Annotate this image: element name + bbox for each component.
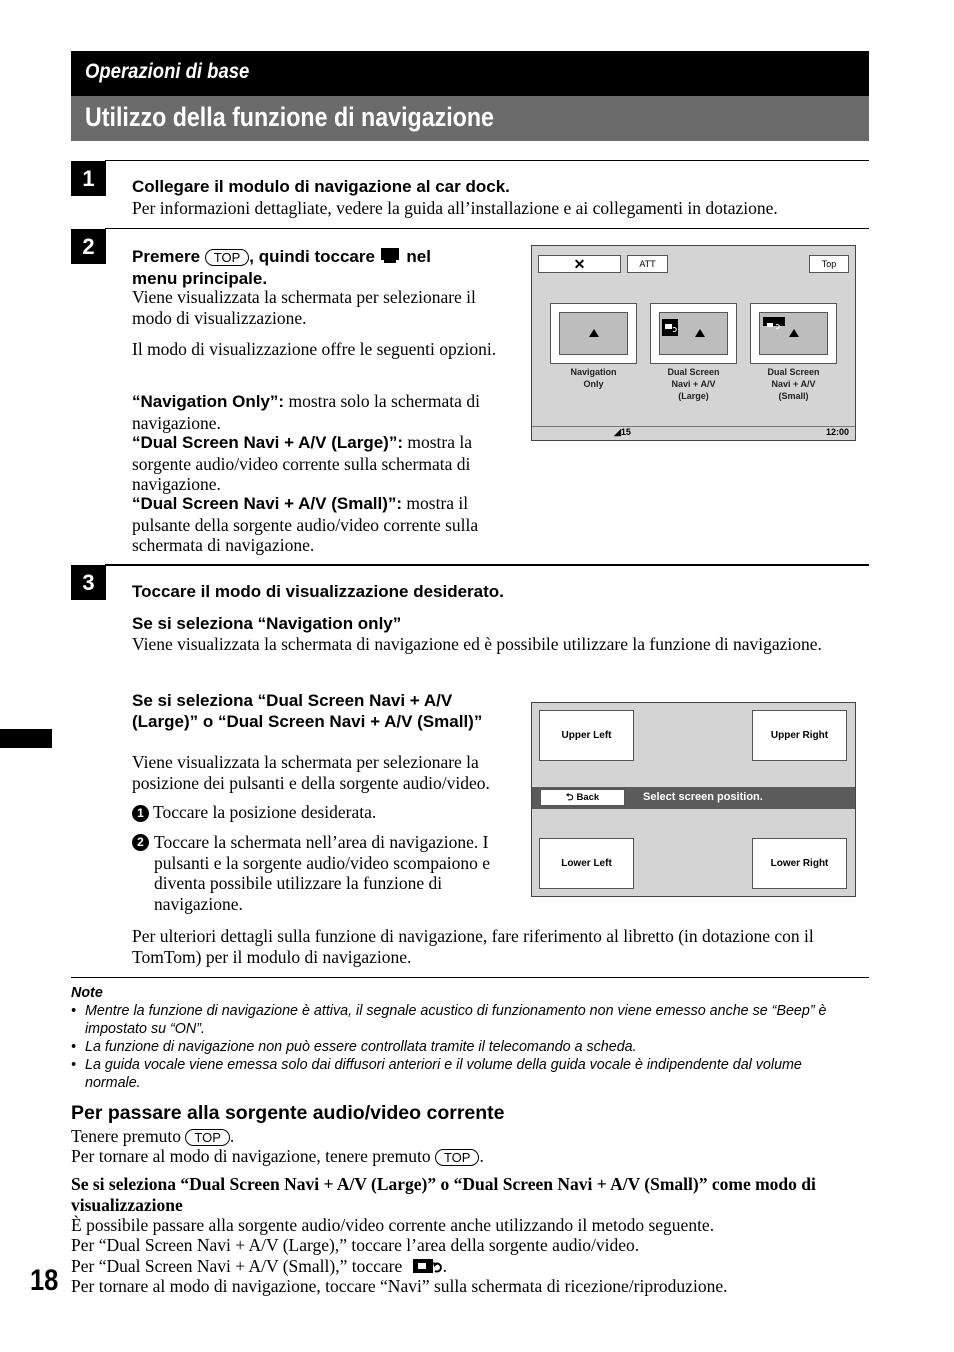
step2-heading [132,246,522,289]
step2-heading-c: nel [406,247,431,266]
note-item: • La guida vocale viene emessa solo dai diffusori anteriori e il volume della guida vocale è indipendente dal volume normale. [71,1057,802,1091]
thumb-dual-large[interactable] [650,303,737,364]
av-source-button-icon [763,317,785,326]
option3-text: mostra il pulsante della sorgente audio/video corrente sulla schermata di navigazione. [132,493,479,555]
step2-divider [105,228,869,229]
section-title: Operazioni di base [85,60,250,83]
back-button[interactable] [540,789,625,806]
nav-arrow-icon [589,329,599,337]
volume-icon: ◢ [614,427,621,437]
position-select-screen [531,702,856,897]
source-select-icon [380,246,402,269]
page-title: Utilizzo della funzione di navigazione [85,102,494,132]
option2-text: mostra la sorgente audio/video corrente sulla schermata di navigazione. [132,432,472,494]
step2-heading-b: , quindi toccare [249,247,375,266]
option-navigation-only [132,391,517,433]
top-key: TOP [435,1149,480,1166]
notes-list [71,1002,861,1092]
step3-sub1-text: Viene visualizzata la schermata di navigazione ed è possibile utilizzare la funzione di navigazione. [132,634,822,654]
step3-item2 [132,832,517,914]
option-dual-small [132,493,517,556]
step2-heading-d: menu principale. [132,269,268,288]
thumb-nav-area [659,312,728,355]
thumb-dual-small[interactable] [750,303,837,364]
back-icon: ⮌ [565,791,574,803]
display-mode-screen [531,245,856,441]
item1-text: Toccare la posizione desiderata. [153,802,377,822]
volume-indicator: ◢15 [614,427,631,437]
step3-heading: Toccare il modo di visualizzazione desiderato. [132,582,504,601]
av-source-block [662,319,678,336]
prompt-bar [532,787,855,809]
thumb-label-dual-large: Dual Screen Navi + A/V (Large) [667,367,720,401]
clock: 12:00 [826,427,850,437]
top-key: TOP [185,1129,230,1146]
thumb-label-dual-small: Dual Screen Navi + A/V (Small) [767,367,820,401]
step1-number: 1 [71,161,106,196]
step3-number: 3 [71,565,106,600]
thumb-navigation-only[interactable] [550,303,637,364]
status-divider [532,426,855,427]
notes-title: Note [71,985,103,1001]
switch-heading: Per passare alla sorgente audio/video corrente [71,1102,505,1124]
option2-label: “Dual Screen Navi + A/V (Large)”: [132,433,403,452]
step1-heading: Collegare il modulo di navigazione al car dock. [132,177,510,196]
close-button[interactable]: ✕ [538,255,621,273]
option3-label: “Dual Screen Navi + A/V (Small)”: [132,494,403,513]
switch-line1-text: Tenere premuto [71,1126,182,1146]
switch-line2: Per tornare al modo di navigazione, tenere premuto TOP . [71,1146,484,1166]
back-label: Back [576,792,600,803]
step3-footer: Per ulteriori dettagli sulla funzione di navigazione, fare riferimento al libretto (in dotazione con il TomTom) per il modulo di navigazione. [132,926,814,967]
item2-text: Toccare la schermata nell’area di navigazione. I pulsanti e la sorgente audio/video scompaiono e diventa possibile utilizzare la funzione di navigazione. [154,832,490,914]
step1-divider [105,160,869,161]
step2-heading-a: Premere [132,247,201,266]
att-button[interactable]: ATT [627,255,668,273]
item1-number: 1 [132,805,149,822]
switch-line1: Tenere premuto TOP . [71,1126,235,1146]
thumb-nav-area [759,312,828,355]
nav-arrow-icon [789,329,799,337]
lower-right-button[interactable]: Lower Right [752,838,847,889]
option1-text: mostra solo la schermata di navigazione. [132,391,480,433]
step3-sub1: Se si seleziona “Navigation only” [132,614,402,633]
step3-sub2: Se si seleziona “Dual Screen Navi + A/V (Large)” o “Dual Screen Navi + A/V (Small)” [132,691,483,731]
prompt-text: Select screen position. [643,791,763,803]
step3-item1 [132,802,522,823]
switch-bold-heading: Se si seleziona “Dual Screen Navi + A/V (Large)” o “Dual Screen Navi + A/V (Small)” come modo di visualizzazione [71,1174,816,1215]
thumb-label-navigation-only: Navigation Only [570,367,617,389]
lower-left-button[interactable]: Lower Left [539,838,634,889]
switch-para2: Per “Dual Screen Navi + A/V (Large),” toccare l’area della sorgente audio/video. [71,1235,640,1255]
page-number: 18 [30,1264,59,1297]
step3-divider [105,564,869,566]
note-item: • Mentre la funzione di navigazione è attiva, il segnale acustico di funzionamento non viene emesso anche se “Beep” è impostato su “ON”. [71,1003,827,1037]
switch-para4: Per tornare al modo di navigazione, toccare “Navi” sulla schermata di ricezione/riproduzione. [71,1276,728,1296]
notes-divider [71,977,869,978]
option1-label: “Navigation Only”: [132,392,285,411]
top-key: TOP [205,249,250,266]
step3-sub2-text: Viene visualizzata la schermata per selezionare la posizione dei pulsanti e della sorgente audio/video. [132,752,490,793]
switch-para1: È possibile passare alla sorgente audio/video corrente anche utilizzando il metodo seguente. [71,1215,715,1235]
switch-para3-text: Per “Dual Screen Navi + A/V (Small),” toccare [71,1256,403,1276]
step2-para1: Viene visualizzata la schermata per selezionare il modo di visualizzazione. [132,287,476,328]
top-button[interactable]: Top [809,255,849,273]
switch-para3: Per “Dual Screen Navi + A/V (Small),” toccare . [71,1256,871,1280]
step2-para2: Il modo di visualizzazione offre le seguenti opzioni. [132,339,497,359]
step2-number: 2 [71,229,106,264]
edge-tab [0,729,52,748]
upper-left-button[interactable]: Upper Left [539,710,634,761]
thumb-nav-area [559,312,628,355]
item2-number: 2 [132,834,149,851]
option-dual-large [132,432,517,495]
nav-arrow-icon [695,329,705,337]
upper-right-button[interactable]: Upper Right [752,710,847,761]
note-item: • La funzione di navigazione non può essere controllata tramite il telecomando a scheda. [71,1039,637,1055]
switch-line2-text: Per tornare al modo di navigazione, tenere premuto [71,1146,431,1166]
step1-text: Per informazioni dettagliate, vedere la guida all’installazione e ai collegamenti in dotazione. [132,198,778,218]
